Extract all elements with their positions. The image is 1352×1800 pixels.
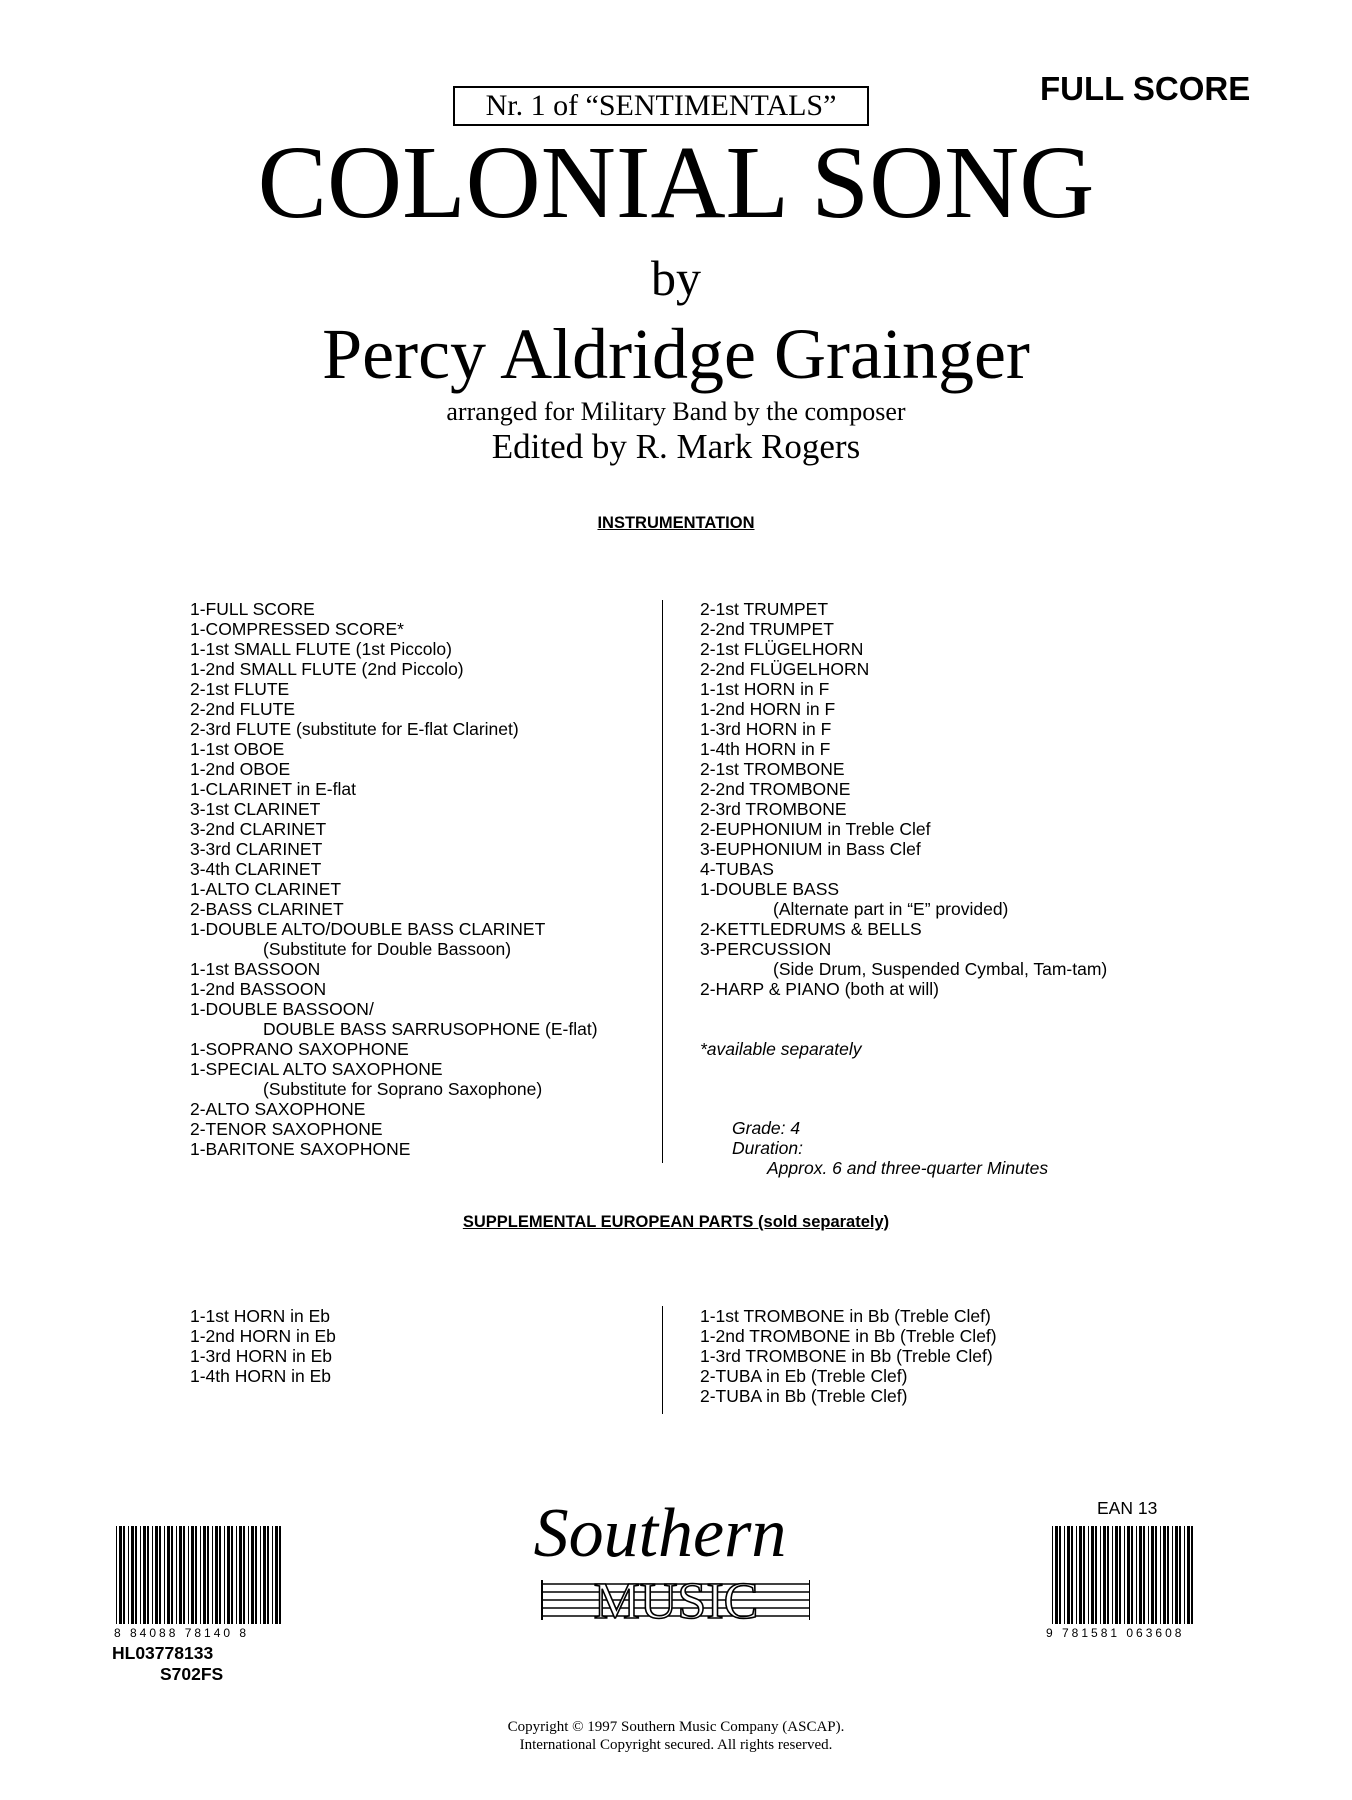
list-item: 1-DOUBLE ALTO/DOUBLE BASS CLARINET xyxy=(190,919,546,939)
column-divider xyxy=(662,1306,663,1414)
supplemental-heading: SUPPLEMENTAL EUROPEAN PARTS (sold separately) xyxy=(462,1213,890,1231)
list-item: 1-3rd TROMBONE in Bb (Treble Clef) xyxy=(700,1346,993,1366)
edition-code: S702FS xyxy=(160,1664,224,1684)
supplemental-list-left xyxy=(190,1306,336,1386)
list-item: 2-TUBA in Eb (Treble Clef) xyxy=(700,1366,908,1386)
logo-word-southern: Southern xyxy=(533,1495,787,1572)
list-item-note: (Side Drum, Suspended Cymbal, Tam-tam) xyxy=(773,959,1108,979)
list-item: 1-1st OBOE xyxy=(190,739,285,759)
list-item-note: DOUBLE BASS SARRUSOPHONE (E-flat) xyxy=(263,1019,598,1039)
grade-label: Grade: 4 xyxy=(732,1118,801,1138)
list-item: 1-4th HORN in Eb xyxy=(190,1366,332,1386)
list-item-note: (Substitute for Double Bassoon) xyxy=(263,939,512,959)
list-item: 1-3rd HORN in F xyxy=(700,719,832,739)
list-item: 2-2nd TROMBONE xyxy=(700,779,851,799)
list-item: 1-1st HORN in F xyxy=(700,679,830,699)
list-item: 2-KETTLEDRUMS & BELLS xyxy=(700,919,922,939)
barcode-right-number: 9 781581 063608 xyxy=(1046,1626,1185,1640)
column-divider xyxy=(662,600,663,1163)
list-item: 2-ALTO SAXOPHONE xyxy=(190,1099,366,1119)
list-item: 2-1st TRUMPET xyxy=(700,599,829,619)
list-item: 1-2nd BASSOON xyxy=(190,979,327,999)
list-item: 1-DOUBLE BASS xyxy=(700,879,840,899)
list-item: 2-2nd TRUMPET xyxy=(700,619,834,639)
series-label xyxy=(453,86,869,126)
ean-label: EAN 13 xyxy=(1097,1498,1158,1518)
page-title: COLONIAL SONG xyxy=(257,125,1095,240)
list-item: 1-SOPRANO SAXOPHONE xyxy=(190,1039,409,1059)
list-item: 2-1st FLUTE xyxy=(190,679,290,699)
logo-word-music: MUSIC xyxy=(593,1573,759,1630)
duration-value: Approx. 6 and three-quarter Minutes xyxy=(767,1158,1049,1178)
list-item: 3-PERCUSSION xyxy=(700,939,832,959)
list-item-note: (Alternate part in “E” provided) xyxy=(773,899,1009,919)
list-item: 2-1st FLÜGELHORN xyxy=(700,639,864,659)
score-type-label: FULL SCORE xyxy=(1040,70,1251,107)
list-item: 2-1st TROMBONE xyxy=(700,759,845,779)
by-label: by xyxy=(651,250,701,306)
list-item: 1-2nd SMALL FLUTE (2nd Piccolo) xyxy=(190,659,464,679)
list-item: 1-1st BASSOON xyxy=(190,959,321,979)
list-item: 2-3rd FLUTE (substitute for E-flat Clarinet) xyxy=(190,719,519,739)
list-item: 1-4th HORN in F xyxy=(700,739,831,759)
editor-credit: Edited by R. Mark Rogers xyxy=(491,427,861,466)
list-item: 1-2nd HORN in F xyxy=(700,699,836,719)
list-item: 1-SPECIAL ALTO SAXOPHONE xyxy=(190,1059,443,1079)
list-item: 1-ALTO CLARINET xyxy=(190,879,342,899)
list-item: 2-HARP & PIANO (both at will) xyxy=(700,979,939,999)
instrumentation-heading: INSTRUMENTATION xyxy=(597,514,755,532)
copyright-line: Copyright © 1997 Southern Music Company (ASCAP). xyxy=(507,1719,845,1735)
composer-name: Percy Aldridge Grainger xyxy=(322,314,1030,394)
list-item: 1-FULL SCORE xyxy=(190,599,315,619)
list-item: 2-3rd TROMBONE xyxy=(700,799,847,819)
list-item: 2-2nd FLÜGELHORN xyxy=(700,659,870,679)
duration-label: Duration: xyxy=(732,1138,804,1158)
supplemental-list-right xyxy=(700,1306,997,1406)
barcode-left-icon xyxy=(114,1526,290,1626)
list-item: 1-CLARINET in E-flat xyxy=(190,779,356,799)
list-item: 2-TENOR SAXOPHONE xyxy=(190,1119,383,1139)
copyright-line: International Copyright secured. All rights reserved. xyxy=(519,1737,833,1753)
list-item: 3-2nd CLARINET xyxy=(190,819,327,839)
southern-music-logo xyxy=(510,1484,810,1634)
list-item: 3-4th CLARINET xyxy=(190,859,322,879)
list-item: 1-COMPRESSED SCORE* xyxy=(190,619,404,639)
list-item-note: (Substitute for Soprano Saxophone) xyxy=(263,1079,543,1099)
copyright-notice xyxy=(0,1718,1352,1754)
list-item: 3-3rd CLARINET xyxy=(190,839,323,859)
list-item: 4-TUBAS xyxy=(700,859,774,879)
instrumentation-list-right xyxy=(700,599,1107,999)
series-text: Nr. 1 of “SENTIMENTALS” xyxy=(485,89,837,122)
list-item: 2-BASS CLARINET xyxy=(190,899,344,919)
barcode-right-icon xyxy=(1050,1526,1200,1626)
list-item: 1-DOUBLE BASSOON/ xyxy=(190,999,374,1019)
list-item: 3-EUPHONIUM in Bass Clef xyxy=(700,839,921,859)
list-item: 1-2nd TROMBONE in Bb (Treble Clef) xyxy=(700,1326,997,1346)
list-item: 1-1st HORN in Eb xyxy=(190,1306,331,1326)
list-item: 1-1st TROMBONE in Bb (Treble Clef) xyxy=(700,1306,991,1326)
list-item: 1-BARITONE SAXOPHONE xyxy=(190,1139,411,1159)
arrangement-note: arranged for Military Band by the composer xyxy=(446,397,906,426)
list-item: 2-TUBA in Bb (Treble Clef) xyxy=(700,1386,908,1406)
catalog-code: HL03778133 xyxy=(112,1643,214,1663)
grade-duration-block xyxy=(732,1118,1048,1178)
availability-note: *available separately xyxy=(700,1039,862,1059)
list-item: 1-3rd HORN in Eb xyxy=(190,1346,332,1366)
list-item: 1-2nd HORN in Eb xyxy=(190,1326,336,1346)
list-item: 3-1st CLARINET xyxy=(190,799,321,819)
list-item: 1-1st SMALL FLUTE (1st Piccolo) xyxy=(190,639,452,659)
instrumentation-list-left xyxy=(190,599,598,1159)
list-item: 2-EUPHONIUM in Treble Clef xyxy=(700,819,931,839)
list-item: 1-2nd OBOE xyxy=(190,759,291,779)
barcode-left-number: 8 84088 78140 8 xyxy=(114,1626,250,1640)
list-item: 2-2nd FLUTE xyxy=(190,699,296,719)
